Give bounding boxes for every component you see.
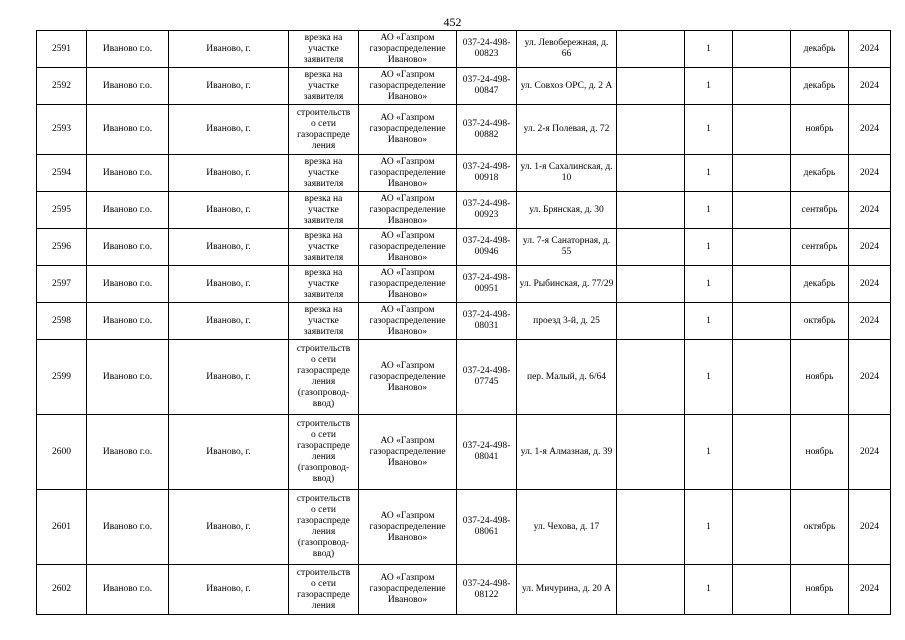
quantity-cell: 1 xyxy=(685,266,733,303)
empty-cell xyxy=(733,192,791,229)
organization-cell: АО «Газпром газораспределение Иваново» xyxy=(359,229,457,266)
application-code-cell: 037-24-498-08061 xyxy=(457,490,517,565)
month-cell: декабрь xyxy=(791,68,849,105)
month-cell: октябрь xyxy=(791,303,849,340)
application-code-cell: 037-24-498-00918 xyxy=(457,155,517,192)
empty-cell xyxy=(617,105,685,155)
organization-cell: АО «Газпром газораспределение Иваново» xyxy=(359,266,457,303)
empty-cell xyxy=(733,490,791,565)
locality-cell: Иваново, г. xyxy=(169,68,289,105)
organization-cell: АО «Газпром газораспределение Иваново» xyxy=(359,31,457,68)
district-cell: Иваново г.о. xyxy=(87,68,169,105)
table-row xyxy=(37,340,891,415)
work-type-cell: строительств о сети газораспреде ления xyxy=(289,105,359,155)
empty-cell xyxy=(617,229,685,266)
address-cell: ул. 2-я Полевая, д. 72 xyxy=(517,105,617,155)
work-type-cell: строительств о сети газораспреде ления (газопровод- ввод) xyxy=(289,415,359,490)
row-number: 2599 xyxy=(37,340,87,415)
application-code-cell: 037-24-498-00946 xyxy=(457,229,517,266)
row-number: 2592 xyxy=(37,68,87,105)
table-row xyxy=(37,105,891,155)
application-code-cell: 037-24-498-00882 xyxy=(457,105,517,155)
work-type-cell: врезка на участке заявителя xyxy=(289,155,359,192)
empty-cell xyxy=(733,565,791,615)
year-cell: 2024 xyxy=(849,490,891,565)
year-cell: 2024 xyxy=(849,68,891,105)
year-cell: 2024 xyxy=(849,266,891,303)
organization-cell: АО «Газпром газораспределение Иваново» xyxy=(359,155,457,192)
row-number: 2596 xyxy=(37,229,87,266)
empty-cell xyxy=(733,31,791,68)
work-type-cell: врезка на участке заявителя xyxy=(289,229,359,266)
month-cell: ноябрь xyxy=(791,565,849,615)
page-number: 452 xyxy=(443,15,462,29)
address-cell: ул. Чехова, д. 17 xyxy=(517,490,617,565)
organization-cell: АО «Газпром газораспределение Иваново» xyxy=(359,340,457,415)
work-type-cell: строительств о сети газораспреде ления (газопровод- ввод) xyxy=(289,340,359,415)
table-row xyxy=(37,490,891,565)
quantity-cell: 1 xyxy=(685,229,733,266)
empty-cell xyxy=(733,340,791,415)
empty-cell xyxy=(617,415,685,490)
organization-cell: АО «Газпром газораспределение Иваново» xyxy=(359,565,457,615)
locality-cell: Иваново, г. xyxy=(169,266,289,303)
empty-cell xyxy=(617,31,685,68)
year-cell: 2024 xyxy=(849,303,891,340)
empty-cell xyxy=(733,266,791,303)
address-cell: ул. Левобережная, д. 66 xyxy=(517,31,617,68)
work-type-cell: строительств о сети газораспреде ления (газопровод- ввод) xyxy=(289,490,359,565)
quantity-cell: 1 xyxy=(685,415,733,490)
empty-cell xyxy=(617,303,685,340)
quantity-cell: 1 xyxy=(685,155,733,192)
organization-cell: АО «Газпром газораспределение Иваново» xyxy=(359,68,457,105)
locality-cell: Иваново, г. xyxy=(169,229,289,266)
locality-cell: Иваново, г. xyxy=(169,490,289,565)
month-cell: декабрь xyxy=(791,155,849,192)
address-cell: ул. 1-я Сахалинская, д. 10 xyxy=(517,155,617,192)
year-cell: 2024 xyxy=(849,340,891,415)
row-number: 2601 xyxy=(37,490,87,565)
row-number: 2593 xyxy=(37,105,87,155)
application-code-cell: 037-24-498-08031 xyxy=(457,303,517,340)
month-cell: ноябрь xyxy=(791,415,849,490)
empty-cell xyxy=(733,68,791,105)
locality-cell: Иваново, г. xyxy=(169,105,289,155)
empty-cell xyxy=(733,229,791,266)
district-cell: Иваново г.о. xyxy=(87,266,169,303)
month-cell: сентябрь xyxy=(791,229,849,266)
locality-cell: Иваново, г. xyxy=(169,155,289,192)
organization-cell: АО «Газпром газораспределение Иваново» xyxy=(359,415,457,490)
application-code-cell: 037-24-498-00823 xyxy=(457,31,517,68)
quantity-cell: 1 xyxy=(685,490,733,565)
year-cell: 2024 xyxy=(849,415,891,490)
application-code-cell: 037-24-498-07745 xyxy=(457,340,517,415)
table-row xyxy=(37,303,891,340)
locality-cell: Иваново, г. xyxy=(169,31,289,68)
row-number: 2598 xyxy=(37,303,87,340)
empty-cell xyxy=(617,565,685,615)
year-cell: 2024 xyxy=(849,105,891,155)
month-cell: ноябрь xyxy=(791,105,849,155)
district-cell: Иваново г.о. xyxy=(87,105,169,155)
district-cell: Иваново г.о. xyxy=(87,490,169,565)
work-type-cell: врезка на участке заявителя xyxy=(289,266,359,303)
application-code-cell: 037-24-498-00923 xyxy=(457,192,517,229)
district-cell: Иваново г.о. xyxy=(87,303,169,340)
empty-cell xyxy=(617,68,685,105)
work-type-cell: врезка на участке заявителя xyxy=(289,303,359,340)
address-cell: ул. Рыбинская, д. 77/29 xyxy=(517,266,617,303)
empty-cell xyxy=(617,155,685,192)
row-number: 2597 xyxy=(37,266,87,303)
address-cell: пер. Малый, д. 6/64 xyxy=(517,340,617,415)
locality-cell: Иваново, г. xyxy=(169,303,289,340)
locality-cell: Иваново, г. xyxy=(169,192,289,229)
empty-cell xyxy=(733,155,791,192)
quantity-cell: 1 xyxy=(685,68,733,105)
empty-cell xyxy=(733,105,791,155)
register-table xyxy=(36,30,891,615)
table-row xyxy=(37,31,891,68)
empty-cell xyxy=(617,490,685,565)
organization-cell: АО «Газпром газораспределение Иваново» xyxy=(359,105,457,155)
address-cell: ул. Мичурина, д. 20 А xyxy=(517,565,617,615)
year-cell: 2024 xyxy=(849,565,891,615)
month-cell: декабрь xyxy=(791,266,849,303)
work-type-cell: строительств о сети газораспреде ления xyxy=(289,565,359,615)
locality-cell: Иваново, г. xyxy=(169,415,289,490)
district-cell: Иваново г.о. xyxy=(87,155,169,192)
application-code-cell: 037-24-498-00847 xyxy=(457,68,517,105)
organization-cell: АО «Газпром газораспределение Иваново» xyxy=(359,303,457,340)
row-number: 2600 xyxy=(37,415,87,490)
table-row xyxy=(37,155,891,192)
year-cell: 2024 xyxy=(849,31,891,68)
empty-cell xyxy=(617,192,685,229)
row-number: 2595 xyxy=(37,192,87,229)
district-cell: Иваново г.о. xyxy=(87,229,169,266)
district-cell: Иваново г.о. xyxy=(87,415,169,490)
organization-cell: АО «Газпром газораспределение Иваново» xyxy=(359,192,457,229)
work-type-cell: врезка на участке заявителя xyxy=(289,31,359,68)
table-body xyxy=(37,31,891,615)
application-code-cell: 037-24-498-00951 xyxy=(457,266,517,303)
month-cell: сентябрь xyxy=(791,192,849,229)
table-row xyxy=(37,192,891,229)
district-cell: Иваново г.о. xyxy=(87,31,169,68)
empty-cell xyxy=(617,266,685,303)
year-cell: 2024 xyxy=(849,192,891,229)
district-cell: Иваново г.о. xyxy=(87,565,169,615)
year-cell: 2024 xyxy=(849,229,891,266)
application-code-cell: 037-24-498-08122 xyxy=(457,565,517,615)
table-row xyxy=(37,266,891,303)
work-type-cell: врезка на участке заявителя xyxy=(289,192,359,229)
address-cell: ул. Совхоз ОРС, д. 2 А xyxy=(517,68,617,105)
year-cell: 2024 xyxy=(849,155,891,192)
application-code-cell: 037-24-498-08041 xyxy=(457,415,517,490)
row-number: 2602 xyxy=(37,565,87,615)
quantity-cell: 1 xyxy=(685,105,733,155)
address-cell: ул. 7-я Санаторная, д. 55 xyxy=(517,229,617,266)
row-number: 2594 xyxy=(37,155,87,192)
table-row xyxy=(37,565,891,615)
quantity-cell: 1 xyxy=(685,340,733,415)
organization-cell: АО «Газпром газораспределение Иваново» xyxy=(359,490,457,565)
address-cell: проезд 3-й, д. 25 xyxy=(517,303,617,340)
empty-cell xyxy=(733,415,791,490)
work-type-cell: врезка на участке заявителя xyxy=(289,68,359,105)
table-row xyxy=(37,68,891,105)
address-cell: ул. Брянская, д. 30 xyxy=(517,192,617,229)
address-cell: ул. 1-я Алмазная, д. 39 xyxy=(517,415,617,490)
quantity-cell: 1 xyxy=(685,565,733,615)
table-row xyxy=(37,415,891,490)
month-cell: октябрь xyxy=(791,490,849,565)
empty-cell xyxy=(733,303,791,340)
district-cell: Иваново г.о. xyxy=(87,340,169,415)
quantity-cell: 1 xyxy=(685,192,733,229)
quantity-cell: 1 xyxy=(685,303,733,340)
locality-cell: Иваново, г. xyxy=(169,340,289,415)
district-cell: Иваново г.о. xyxy=(87,192,169,229)
month-cell: ноябрь xyxy=(791,340,849,415)
month-cell: декабрь xyxy=(791,31,849,68)
row-number: 2591 xyxy=(37,31,87,68)
empty-cell xyxy=(617,340,685,415)
table-row xyxy=(37,229,891,266)
locality-cell: Иваново, г. xyxy=(169,565,289,615)
quantity-cell: 1 xyxy=(685,31,733,68)
